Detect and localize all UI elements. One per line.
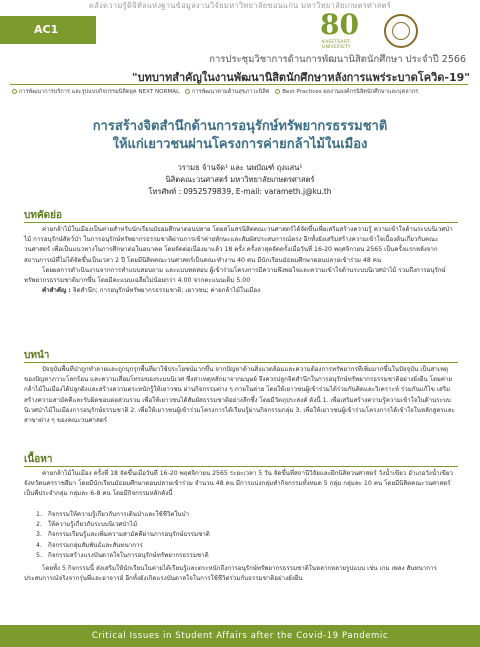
- abstract-paragraph: ค่ายกล้าไม้ในเมืองเป็นค่ายสำหรับนักเรียนมัธยมศึกษาตอนปลาย โดยสโมสรนิสิตคณะวนศาสตร์ได้จัดขึ้นเพื่อเสริมสร้างความรู้ ความเข้าใจด้านระบบนิเวศป่าไม้ การอนุรักษ์สัตว์ป่า ในการอนุรักษ์ทรัพยากรธรรมชาติผ่านการเข้าค่ายทักษะและสัมผัสประสบการณ์ตรง อีกทั้งยังเสริมสร้างความเข้าใจเบื้องต้นเกี่ยวกับคณะวนศาสตร์ เพื่อเป็นแนวทางในการศึกษาต่อในอนาคต โดยจัดต่อเนื่องมาแล้ว 18 ครั้ง ครั้งล่าสุดจัดครั้งเมื่อวันที่ 16-20 พฤศจิกายน 2565 เป็นครั้งแรกหลังจากสถานการณ์ที่ไม่ได้จัดขึ้นเป็นเวลา 2 ปี โดยมีนิสิตคณะวนศาสตร์เป็นคณะทำงาน 40 คน มีนักเรียนมัธยมศึกษาตอนปลายเข้าร่วม 48 คน: [24, 226, 453, 264]
- intro-rule: [24, 362, 458, 363]
- abstract-heading: บทคัดย่อ: [24, 210, 62, 221]
- track-item: การพัฒนาการบริการ และรูปแบบกิจกรรมนิสิตยุค NEXT NORMAL: [19, 89, 180, 95]
- keywords-label: คำสำคัญ :: [42, 287, 71, 295]
- conference-theme: "บทบาทสำคัญในงานพัฒนานิสิตนักศึกษาหลังการแพร่ระบาดโควิด-19": [131, 71, 470, 84]
- paper-title-line1: การสร้างจิตสำนึกด้านการอนุรักษ์ทรัพยากรธรรมชาติ: [92, 119, 388, 134]
- list-item: 4. กิจกรรมกลุ่มสัมพันธ์และสันทนาการ: [36, 541, 143, 549]
- abstract-paragraph: โดยผลการดำเนินงานจากการทำแบบสอบถาม และแบบทดสอบ ผู้เข้าร่วมโครงการมีความพึงพอใจและความเข้าใจด้านระบบนิเวศป่าไม้ รวมถึงการอนุรักษ์ทรัพยากรธรรมชาติมากขึ้น โดยมีคะแนนเฉลี่ยไม่น้อยกว่า 4.00 จากคะแนนเต็ม 5.00: [24, 266, 446, 285]
- conference-tracks: [8, 88, 472, 96]
- content-body: [24, 469, 458, 500]
- paper-authors: วรามธ จ้านจัด¹ และ นพบัณฑ์ ถุงแสน¹: [177, 163, 303, 172]
- intro-heading: บทนำ: [24, 350, 50, 361]
- abstract-body: [24, 225, 458, 296]
- list-item: 1. กิจกรรมให้ความรู้เกี่ยวกับการเดินป่าและใช้ชีวิตในป่า: [36, 511, 190, 518]
- radio-circle-icon: [12, 89, 17, 94]
- logo-number: 80: [320, 8, 359, 41]
- radio-circle-icon: [275, 89, 280, 94]
- abstract-rule: [24, 222, 458, 223]
- anniversary-80-logo: [318, 8, 374, 50]
- university-seal-icon: [384, 14, 418, 48]
- repository-banner: คลังความรู้ดิจิทัลแห่งฐานข้อมูลงานวิจัยมหาวิทยาลัยขอนแก่น มหาวิทยาลัยเกษตรศาสตร์: [88, 1, 392, 10]
- content-heading: เนื้อหา: [24, 454, 53, 465]
- paper-contact: โทรศัพท์ : 0952579839, E-mail: varameth.j@ku.th: [148, 187, 332, 196]
- paper-title-line2: ให้แก่เยาวชนผ่านโครงการค่ายกล้าไม้ในเมือง: [112, 137, 368, 152]
- track-item: Best Practices ผลงานองค์กรนิสิตนักศึกษาและบุคลากร: [282, 89, 419, 95]
- header-divider: [10, 84, 468, 85]
- content-rule: [24, 466, 458, 467]
- paper-affiliation: นิสิตคณะวนศาสตร์ มหาวิทยาลัยเกษตรศาสตร์: [165, 175, 315, 184]
- list-item: 5. กิจกรรมสร้างแรงบันดาลใจในการอนุรักษ์ทรัพยากรธรรมชาติ: [36, 551, 209, 559]
- keywords: จิตสำนึก; การอนุรักษ์ทรัพยากรธรรมชาติ; เยาวชน; ค่ายกล้าไม้ในเมือง: [72, 287, 261, 295]
- session-code-tab: AC1: [0, 16, 96, 44]
- logo-group: [318, 8, 458, 52]
- radio-circle-icon: [185, 89, 190, 94]
- closing-paragraph: โดยทั้ง 5 กิจกรรมนี้ ส่งเสริมให้นักเรียนในค่ายได้เรียนรู้และตระหนักถึงการอนุรักษ์ทรัพยากรธรรมชาติในหลากหลายรูปแบบ เช่น เกม เพลง สันทนาการ ประสบการณ์จริงจากรุ่นพี่และอาจารย์ อีกทั้งยังเกิดแรงบันดาลใจในการใช้ชีวิตร่วมกับธรรมชาติอย่างยั่งยืน: [24, 565, 437, 583]
- conference-title: การประชุมวิชาการด้านการพัฒนานิสิตนักศึกษา ประจำปี 2566: [209, 54, 466, 65]
- track-item: การพัฒนาตามด้านสุขภาวะนิสิต: [192, 89, 270, 95]
- intro-paragraph: ปัจจุบันพื้นที่ป่าถูกทำลายและถูกบุกรุกพื้นที่มาใช้ประโยชน์มากขึ้น จากปัญหาด้านสิ่งแวดล้อมและความต้องการทรัพยากรที่เพิ่มมากขึ้นในปัจจุบัน เป็นสาเหตุของปัญหาภาวะโลกร้อน และความเสื่อมโทรมของระบบนิเวศ ซึ่งสาเหตุหลักมาจากมนุษย์ จึงควรปลูกจิตสำนึกในการอนุรักษ์ทรัพยากรธรรมชาติอย่างยั่งยืน โดยค่ายกล้าไม้ในเมืองได้ปลูกฝังและสร้างความตระหนักรู้ให้เยาวชน ผ่านกิจกรรมต่าง ๆ ภายในค่าย โดยให้เยาวชนผู้เข้าร่วมได้ร่วมกันคิดและวิเคราะห์ ร่วมกันแก้ไข เสริมสร้างความสามัคคีและรับผิดชอบต่อส่วนรวม เพื่อให้เยาวชนได้สัมผัสธรรมชาติอย่างลึกซึ้ง โดยมีวัตถุประสงค์ ดังนี้ 1. เพื่อเสริมสร้างความรู้ความเข้าใจในด้านระบบนิเวศป่าไม้ในเมืองการอนุรักษ์ธรรมชาติ 2. เพื่อให้เยาวชนผู้เข้าร่วมโครงการได้เรียนรู้ผ่านกิจกรรมกลุ่ม 3. เพื่อให้เยาวชนผู้เข้าร่วมโครงการได้เข้าใจในหลักสูตรและสาขาต่าง ๆ ของคณะวนศาสตร์: [24, 366, 455, 425]
- footer-banner: Critical Issues in Student Affairs after the Covid-19 Pandemic: [0, 625, 480, 647]
- intro-body: [24, 365, 458, 426]
- list-item: 3. กิจกรรมเรียนรู้และเพิ่มความสามัคคีผ่านการอนุรักษ์ธรรมชาติ: [36, 531, 210, 539]
- logo-caption: KASETSART UNIVERSITY: [322, 40, 351, 50]
- content-paragraph: ค่ายกล้าไม้ในเมือง ครั้งที่ 18 จัดขึ้นเมื่อวันที่ 16-20 พฤศจิกายน 2565 ระยะเวลา 5 วัน จัดขึ้นที่สถานีวิจัยและฝึกนิสิตวนศาสตร์ วังน้ำเขียว อำเภอวังน้ำเขียว จังหวัดนครราชสีมา โดยมีนักเรียนมัธยมศึกษาตอนปลายเข้าร่วม จำนวน 48 คน มีการแบ่งกลุ่มทำกิจกรรมทั้งหมด 5 กลุ่ม กลุ่มละ 10 คน โดยมีนิสิตคณะวนศาสตร์เป็นพี่ประจำกลุ่ม กลุ่มละ 6-8 คน โดยมีกิจกรรมหลักดังนี้: [24, 470, 453, 498]
- content-closing: [24, 564, 458, 584]
- paper-title: [0, 118, 480, 154]
- list-item: 2. ให้ความรู้เกี่ยวกับระบบนิเวศป่าไม้: [36, 521, 138, 529]
- activity-list: [36, 510, 436, 561]
